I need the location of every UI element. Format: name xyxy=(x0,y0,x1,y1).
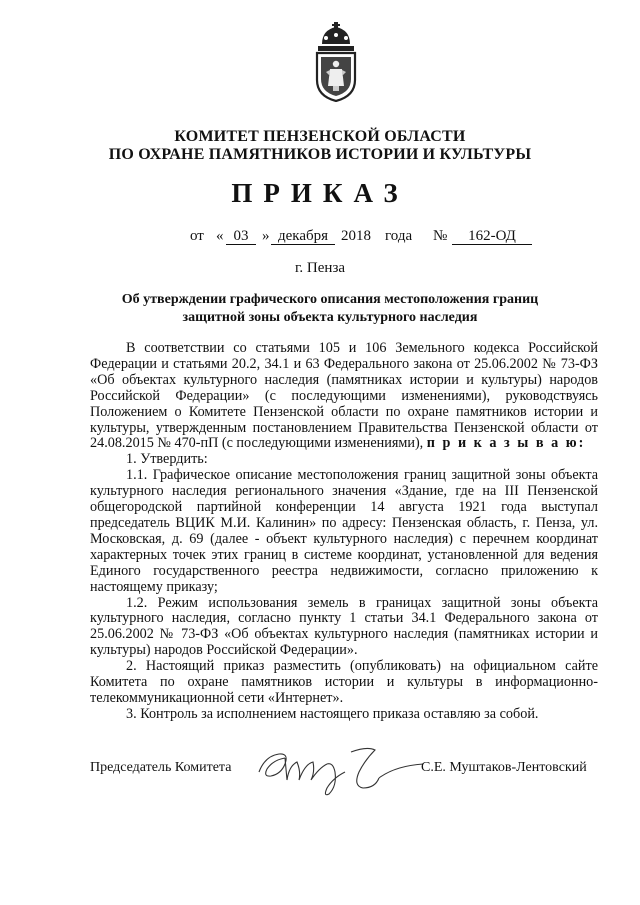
committee-name-line-2: ПО ОХРАНЕ ПАМЯТНИКОВ ИСТОРИИ И КУЛЬТУРЫ xyxy=(108,146,532,163)
document-number: 162-ОД xyxy=(452,228,532,245)
committee-name-line-1: КОМИТЕТ ПЕНЗЕНСКОЙ ОБЛАСТИ xyxy=(174,128,466,145)
document-body xyxy=(90,341,598,723)
chairman-position: Председатель Комитета xyxy=(90,760,232,775)
date-day: 03 xyxy=(226,228,256,245)
item-1-2: 1.2. Режим использования земель в границах защитной зоны объекта культурного наследия, согласно пункту 1 статьи 34.1 Федерального закона от 25.06.2002 № 73-ФЗ «Об объектах культурного наследия (памятниках истории и культуры) народов Российской Федерации». xyxy=(90,594,598,659)
date-month: декабря xyxy=(271,228,335,245)
preamble-text: В соответствии со статьями 105 и 106 Земельного кодекса Российской Федерации и статьями 20.2, 34.1 и 63 Федерального закона от 25.06.2002 № 73-ФЗ «Об объектах культурного наследия (памятниках истории и культуры) народов Российской Федерации» (с последующими изменениями), руководствуясь Положением о Комитете Пензенской области по охране памятников истории и культуры, утвержденным постановлением Правительства Пензенской области от 24.08.2015 № 470-пП (с последующими изменениями), xyxy=(90,340,598,452)
item-1: 1. Утвердить: xyxy=(126,451,208,468)
number-sign: № xyxy=(433,228,448,244)
document-type-title: ПРИКАЗ xyxy=(231,178,409,208)
signer-name: С.Е. Муштаков-Лентовский xyxy=(421,760,587,775)
date-year: 2018 xyxy=(341,228,371,244)
date-quote-close: » xyxy=(262,228,270,244)
date-quote-open: « xyxy=(216,228,224,244)
preamble-paragraph xyxy=(90,341,598,452)
order-word: п р и к а з ы в а ю: xyxy=(426,435,586,452)
item-2: 2. Настоящий приказ разместить (опубликовать) на официальном сайте Комитета по охране памятников истории и культуры в информационно-телекоммуникационной сети «Интернет». xyxy=(90,658,598,706)
date-from-label: от xyxy=(190,228,204,244)
item-1-1: 1.1. Графическое описание местоположения границ защитной зоны объекта культурного наследия регионального значения «Здание, где на III Пензенской общегородской партийной конференции 14 августа 1921 года выступал председатель ВЦИК М.И. Калинин» по адресу: Пензенская область, г. Пенза, ул. Московская, д. 69 (далее - объект культурного наследия) с перечнем координат характерных точек этих границ в системе координат, установленной для ведения Единого государственного реестра недвижимости, согласно приложению к настоящему приказу; xyxy=(90,467,598,595)
document-subject: Об утверждении графического описания местоположения границ защитной зоны объекта культурного наследия xyxy=(121,292,539,325)
city-label: г. Пенза xyxy=(294,260,346,276)
coat-of-arms-emblem xyxy=(308,22,364,102)
item-3: 3. Контроль за исполнением настоящего приказа оставляю за собой. xyxy=(126,705,539,722)
date-year-word: года xyxy=(385,228,413,244)
handwritten-signature xyxy=(255,742,425,797)
